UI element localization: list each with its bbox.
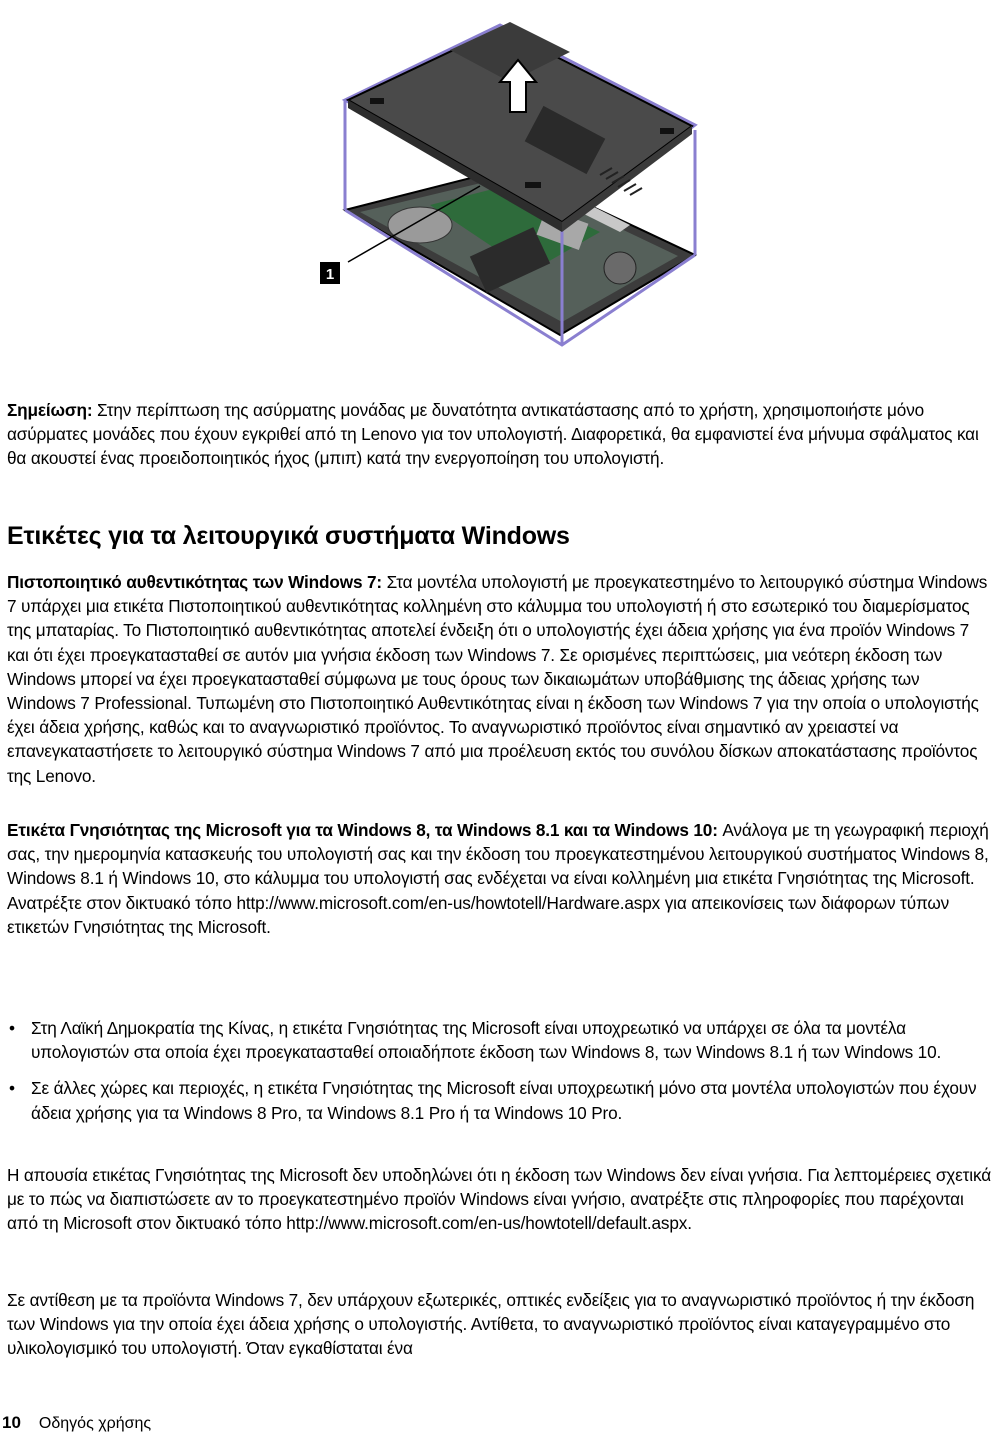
bullet-symbol: • xyxy=(9,1078,15,1099)
note-text: Στην περίπτωση της ασύρματης μονάδας με δυνατότητα αντικατάστασης από το χρήστη, χρησιμοποιήστε μόνο ασύρματες μονάδες που έχουν εγκριθεί από τη Lenovo για τον υπολογιστή. Διαφορετικά, θα εμφανιστεί ένα μήνυμα σφάλματος και θα ακουστεί ένας προειδοποιητικός ήχος (μπιπ) κατά την ενεργοποίηση του υπολογιστή. xyxy=(7,400,979,469)
genuine-paragraph xyxy=(7,818,992,939)
page-number: 10 xyxy=(2,1413,21,1432)
section-title: Ετικέτες για τα λειτουργικά συστήματα Windows xyxy=(7,522,570,550)
genuine-label: Ετικέτα Γνησιότητας της Microsoft για τα Windows 8, τα Windows 8.1 και τα Windows 10: xyxy=(7,820,718,840)
absence-text: Η απουσία ετικέτας Γνησιότητας της Microsoft δεν υποδηλώνει ότι η έκδοση των Windows δεν είναι γνήσια. Για λεπτομέρειες σχετικά με το πώς να διαπιστώσετε αν το προεγκατεστημένο προϊόν Windows είναι γνήσιο, ανατρέξτε στις πληροφορίες που παρέχονται από τη Microsoft στον δικτυακό τόπο http://www.microsoft.com/en-us/howtotell/default.aspx. xyxy=(7,1165,991,1234)
contrast-text: Σε αντίθεση με τα προϊόντα Windows 7, δεν υπάρχουν εξωτερικές, οπτικές ενδείξεις για το αναγνωριστικό προϊόντος ή την έκδοση των Windows για την οποία έχει άδεια χρήσης ο υπολογιστής. Αντίθετα, το αναγνωριστικό προϊόντος είναι καταγεγραμμένο στο υλικολογισμικό του υπολογιστή. Όταν εγκαθίσταται ένα xyxy=(7,1290,975,1359)
genuine-text: Ανάλογα με τη γεωγραφική περιοχή σας, την ημερομηνία κατασκευής του υπολογιστή σας και την έκδοση του προεγκατεστημένου λειτουργικού συστήματος Windows 8, Windows 8.1 ή Windows 10, στο κάλυμμα του υπολογιστή σας ενδέχεται να είναι κολλημένη μια ετικέτα Γνησιότητας της Microsoft. Ανατρέξτε στον δικτυακό τόπο http://www.microsoft.com/en-us/howtotell/Hardware.aspx για απεικονίσεις των διάφορων τύπων ετικετών Γνησιότητας της Microsoft. xyxy=(7,820,989,937)
bullet-list xyxy=(7,1016,992,1137)
callout-label: 1 xyxy=(325,266,335,283)
laptop-illustration-svg xyxy=(300,0,720,360)
bullet-symbol: • xyxy=(9,1018,15,1038)
bullet-text: Σε άλλες χώρες και περιοχές, η ετικέτα Γνησιότητας της Microsoft είναι υποχρεωτική μόνο στα μοντέλα υπολογιστών που έχουν άδεια χρήσης για τα Windows 8 Pro, τα Windows 8.1 Pro ή τα Windows 10 Pro. xyxy=(31,1078,977,1123)
note-label: Σημείωση: xyxy=(7,400,93,420)
coa-text: Στα μοντέλα υπολογιστή με προεγκατεστημένο το λειτουργικό σύστημα Windows 7 υπάρχει μια ετικέτα Πιστοποιητικού αυθεντικότητας κολλημένη στο κάλυμμα του υπολογιστή ή στο εσωτερικό του διαμερίσματος της μπαταρίας. Το Πιστοποιητικό αυθεντικότητας αποτελεί ένδειξη ότι ο υπολογιστής έχει άδεια χρήσης για ένα προϊόν Windows 7 και ότι έχει προεγκατασταθεί σε αυτόν μια γνήσια έκδοση των Windows 7. Σε ορισμένες περιπτώσεις, μια νεότερη έκδοση των Windows μπορεί να έχει προεγκατασταθεί σύμφωνα με τους όρους των δικαιωμάτων υποβάθμισης της άδειας χρήσης των Windows 7 Professional. Τυπωμένη στο Πιστοποιητικό Αυθεντικότητας είναι η έκδοση των Windows 7 για την οποία ο υπολογιστής έχει άδεια χρήσης, καθώς και το αναγνωριστικό προϊόντος. Το αναγνωριστικό προϊόντος είναι σημαντικό αν χρειαστεί να επανεγκαταστήσετε το λειτουργικό σύστημα Windows 7 από μια προέλευση εκτός του συνόλου δίσκων αποκατάστασης προϊόντος της Lenovo. xyxy=(7,572,988,786)
contrast-paragraph xyxy=(7,1288,992,1361)
guide-title: Οδηγός χρήσης xyxy=(38,1415,152,1432)
laptop-cover-removal-illustration xyxy=(300,0,720,360)
coa-paragraph xyxy=(7,570,992,788)
coa-label: Πιστοποιητικό αυθεντικότητας των Windows 7: xyxy=(7,572,382,592)
list-item xyxy=(7,1016,992,1064)
note-paragraph xyxy=(7,398,992,471)
list-item xyxy=(7,1076,992,1124)
absence-paragraph xyxy=(7,1163,992,1236)
bullet-text: Στη Λαϊκή Δημοκρατία της Κίνας, η ετικέτα Γνησιότητας της Microsoft είναι υποχρεωτικό να υπάρχει σε όλα τα μοντέλα υπολογιστών στα οποία έχει προεγκατασταθεί οποιαδήποτε έκδοση των Windows 8, των Windows 8.1 ή των Windows 10. xyxy=(31,1018,942,1063)
page-footer xyxy=(2,1413,151,1433)
